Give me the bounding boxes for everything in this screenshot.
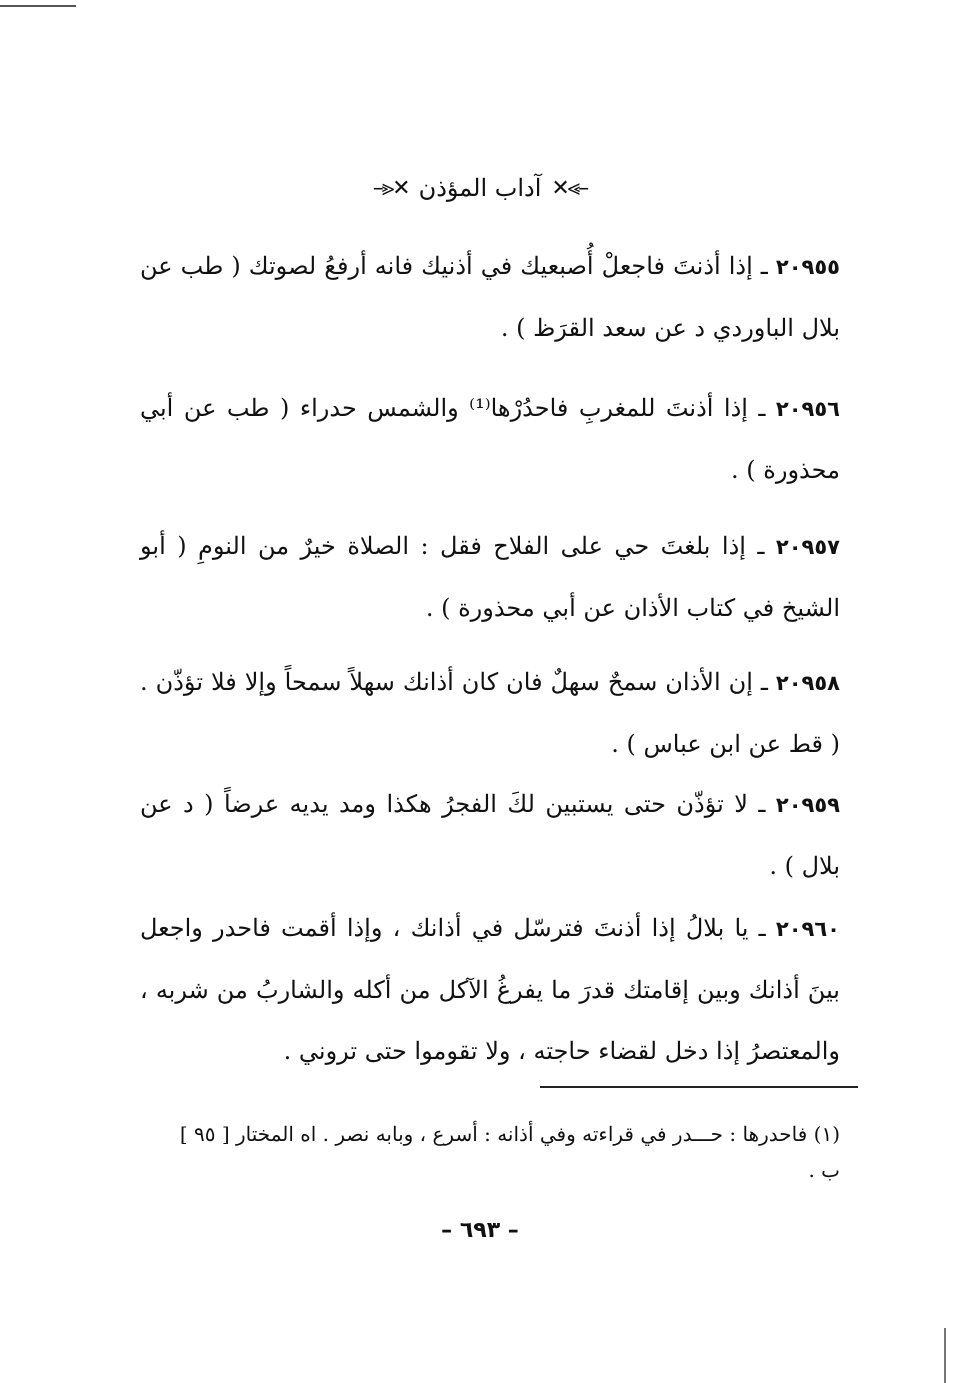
hadith-entry: ٢٠٩٥٩ ـ لا تؤذّن حتى يستبين لكَ الفجرُ هكذا ومد يديه عرضاً ( د عن بلال ) . <box>140 790 840 880</box>
hadith-number: ٢٠٩٥٨ <box>775 671 840 695</box>
hadith-number: ٢٠٩٥٥ <box>775 255 840 279</box>
hadith-text: لا تؤذّن حتى يستبين لكَ الفجرُ هكذا ومد يديه عرضاً ( د عن بلال ) . <box>140 790 840 880</box>
footnote: (١) فاحدرها : حـــدر في قراءته وفي أذانه : أسرع ، وبابه نصر . اه المختار [ ٩٥ ] ب . <box>179 1122 840 1182</box>
page-number: – ٦٩٣ – <box>441 1218 519 1243</box>
header-ornament-right: –⪢✕ <box>551 175 588 201</box>
scan-edge-line-bottom <box>944 1328 946 1383</box>
hadith-number: ٢٠٩٦٠ <box>775 917 840 941</box>
hadith-entry: ٢٠٩٥٧ ـ إذا بلغتَ حي على الفلاح فقل : الصلاة خيرٌ من النومِ ( أبو الشيخ في كتاب الأذان عن أبي محذورة ) . <box>140 532 840 622</box>
hadith-number: ٢٠٩٥٩ <box>775 793 840 817</box>
hadith-text: إذا بلغتَ حي على الفلاح فقل : الصلاة خيرٌ من النومِ ( أبو الشيخ في كتاب الأذان عن أبي محذورة ) . <box>140 532 840 622</box>
hadith-entry: ٢٠٩٥٦ ـ إذا أذنتَ للمغربِ فاحدُرْها⁽¹⁾ والشمس حدراء ( طب عن أبي محذورة ) . <box>140 394 840 484</box>
hadith-entry: ٢٠٩٥٥ ـ إذا أذنتَ فاجعلْ أُصبعيك في أذنيك فانه أرفعُ لصوتك ( طب عن بلال الباوردي د عن سعد القرَظ ) . <box>140 252 840 342</box>
hadith-text: إن الأذان سمحٌ سهلٌ فان كان أذانك سهلاً سمحاً وإلا فلا تؤذّن . ( قط عن ابن عباس ) . <box>140 668 840 758</box>
scan-edge-line <box>0 5 76 7</box>
page-header <box>330 168 630 208</box>
header-ornament-left: ✕⪡– <box>372 175 409 201</box>
hadith-text: إذا أذنتَ فاجعلْ أُصبعيك في أذنيك فانه أرفعُ لصوتك ( طب عن بلال الباوردي د عن سعد القرَظ ) . <box>140 252 840 342</box>
hadith-number: ٢٠٩٥٦ <box>775 397 840 421</box>
footnote-divider <box>540 1086 858 1088</box>
hadith-text: يا بلالُ إذا أذنتَ فترسّل في أذانك ، وإذا أقمت فاحدر واجعل بينَ أذانك وبين إقامتك قدرَ ما يفرغُ الآكل من أكله والشاربُ من شربه ، والمعتصرُ إذا دخل لقضاء حاجته ، ولا تقوموا حتى تروني . <box>140 914 840 1065</box>
hadith-entry: ٢٠٩٦٠ ـ يا بلالُ إذا أذنتَ فترسّل في أذانك ، وإذا أقمت فاحدر واجعل بينَ أذانك وبين إقامتك قدرَ ما يفرغُ الآكل من أكله والشاربُ من شربه ، والمعتصرُ إذا دخل لقضاء حاجته ، ولا تقوموا حتى تروني . <box>140 914 840 1065</box>
header-title: آداب المؤذن <box>418 174 542 202</box>
hadith-entry: ٢٠٩٥٨ ـ إن الأذان سمحٌ سهلٌ فان كان أذانك سهلاً سمحاً وإلا فلا تؤذّن . ( قط عن ابن عباس ) . <box>140 668 840 758</box>
hadith-text: إذا أذنتَ للمغربِ فاحدُرْها⁽¹⁾ والشمس حدراء ( طب عن أبي محذورة ) . <box>140 394 840 484</box>
hadith-number: ٢٠٩٥٧ <box>775 535 840 559</box>
